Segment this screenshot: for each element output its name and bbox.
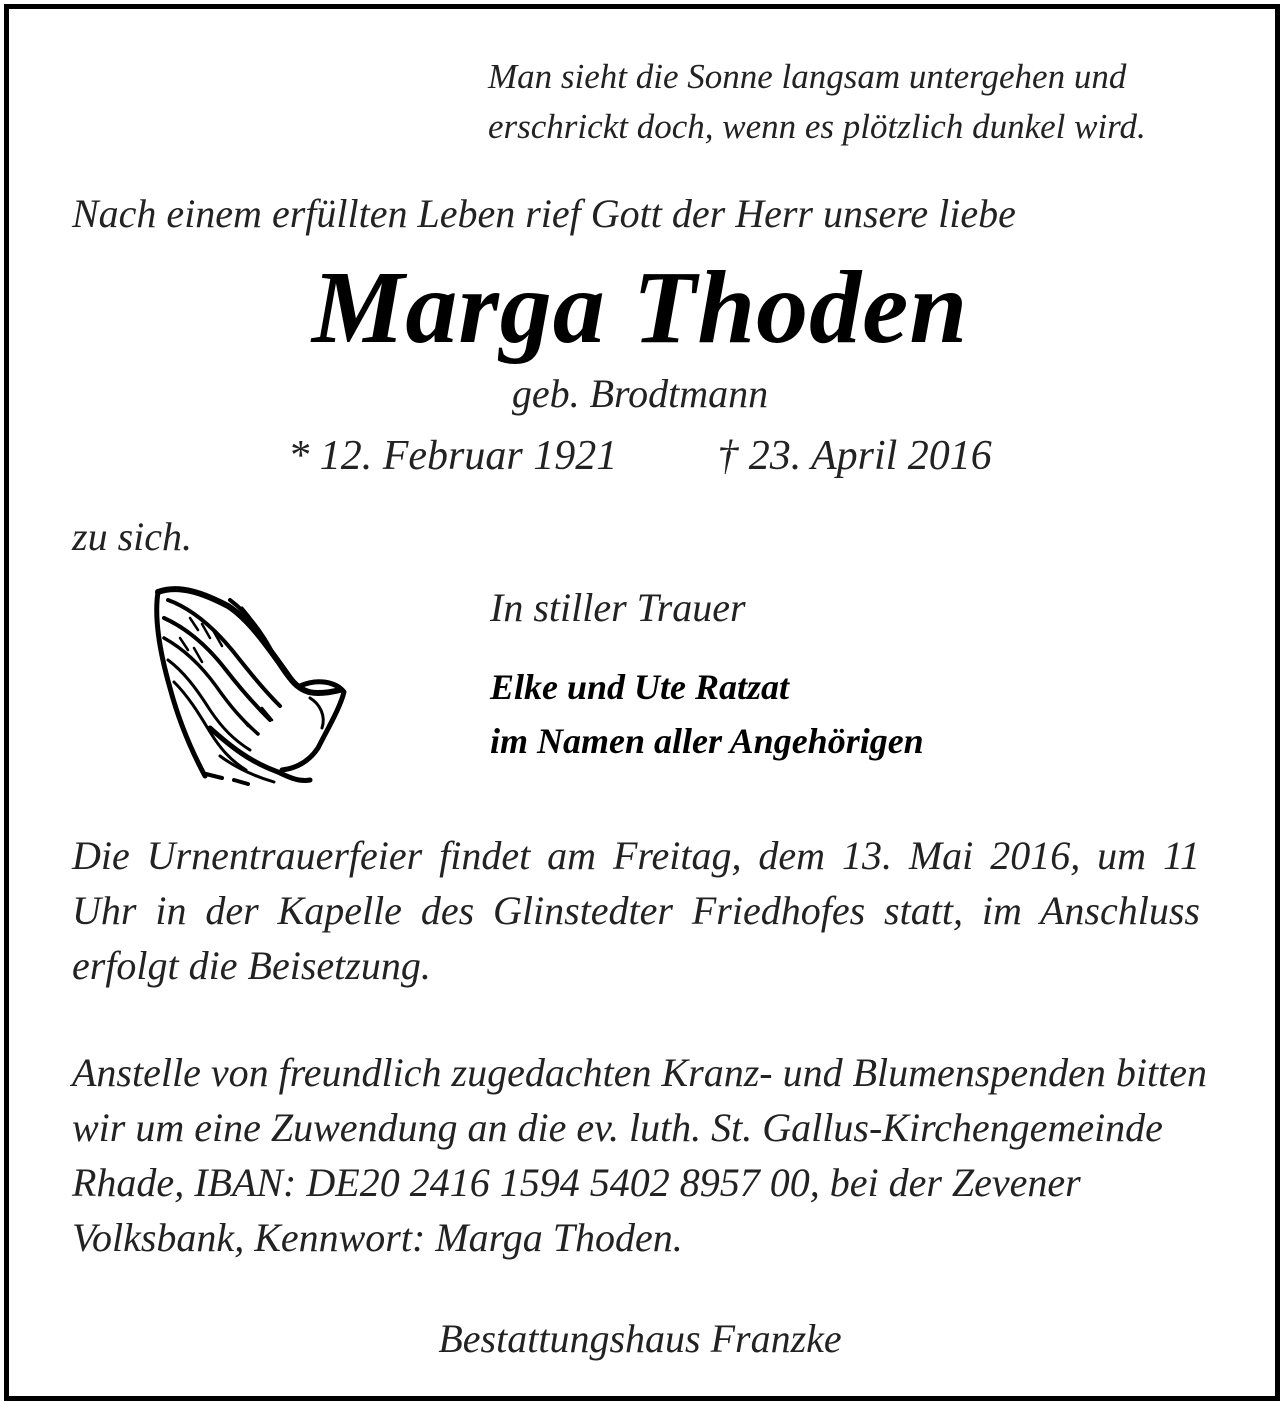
motto-line-2: erschrickt doch, wenn es plötzlich dunkel wird. [488, 107, 1146, 146]
life-dates [0, 432, 1280, 480]
intro-text: Nach einem erfüllten Leben rief Gott der Herr unsere liebe [72, 191, 1016, 236]
closing-phrase: zu sich. [72, 514, 192, 559]
deceased-name: Marga Thoden [311, 250, 969, 365]
mourners-line-1: Elke und Ute Ratzat [490, 667, 790, 707]
motto-quote [488, 52, 1146, 152]
ceremony-paragraph: Die Urnentrauerfeier findet am Freitag, dem 13. Mai 2016, um 11 Uhr in der Kapelle des Glinstedter Friedhofes statt, im Anschluss erfolgt die Beisetzung. [72, 833, 1200, 988]
motto-line-1: Man sieht die Sonne langsam untergehen und [488, 57, 1127, 96]
donation-line-3: Rhade, IBAN: DE20 2416 1594 5402 8957 00, bei der Zevener [72, 1160, 1081, 1205]
undertaker-name: Bestattungshaus Franzke [438, 1316, 842, 1361]
praying-hands-icon [150, 578, 350, 788]
donation-line-1: Anstelle von freundlich zugedachten Kranz- und Blumenspenden bitten [72, 1050, 1207, 1095]
mourning-heading: In stiller Trauer [490, 585, 746, 630]
donation-line-4: Volksbank, Kennwort: Marga Thoden. [72, 1215, 683, 1260]
birth-date: * 12. Februar 1921 [288, 433, 618, 479]
death-date: † 23. April 2016 [717, 433, 992, 479]
mourners-line-2: im Namen aller Angehörigen [490, 721, 924, 761]
maiden-name: geb. Brodtmann [511, 371, 769, 416]
donation-line-2: wir um eine Zuwendung an die ev. luth. St. Gallus-Kirchengemeinde [72, 1105, 1163, 1150]
mourners-names [490, 660, 924, 768]
donation-paragraph [72, 1045, 1232, 1265]
